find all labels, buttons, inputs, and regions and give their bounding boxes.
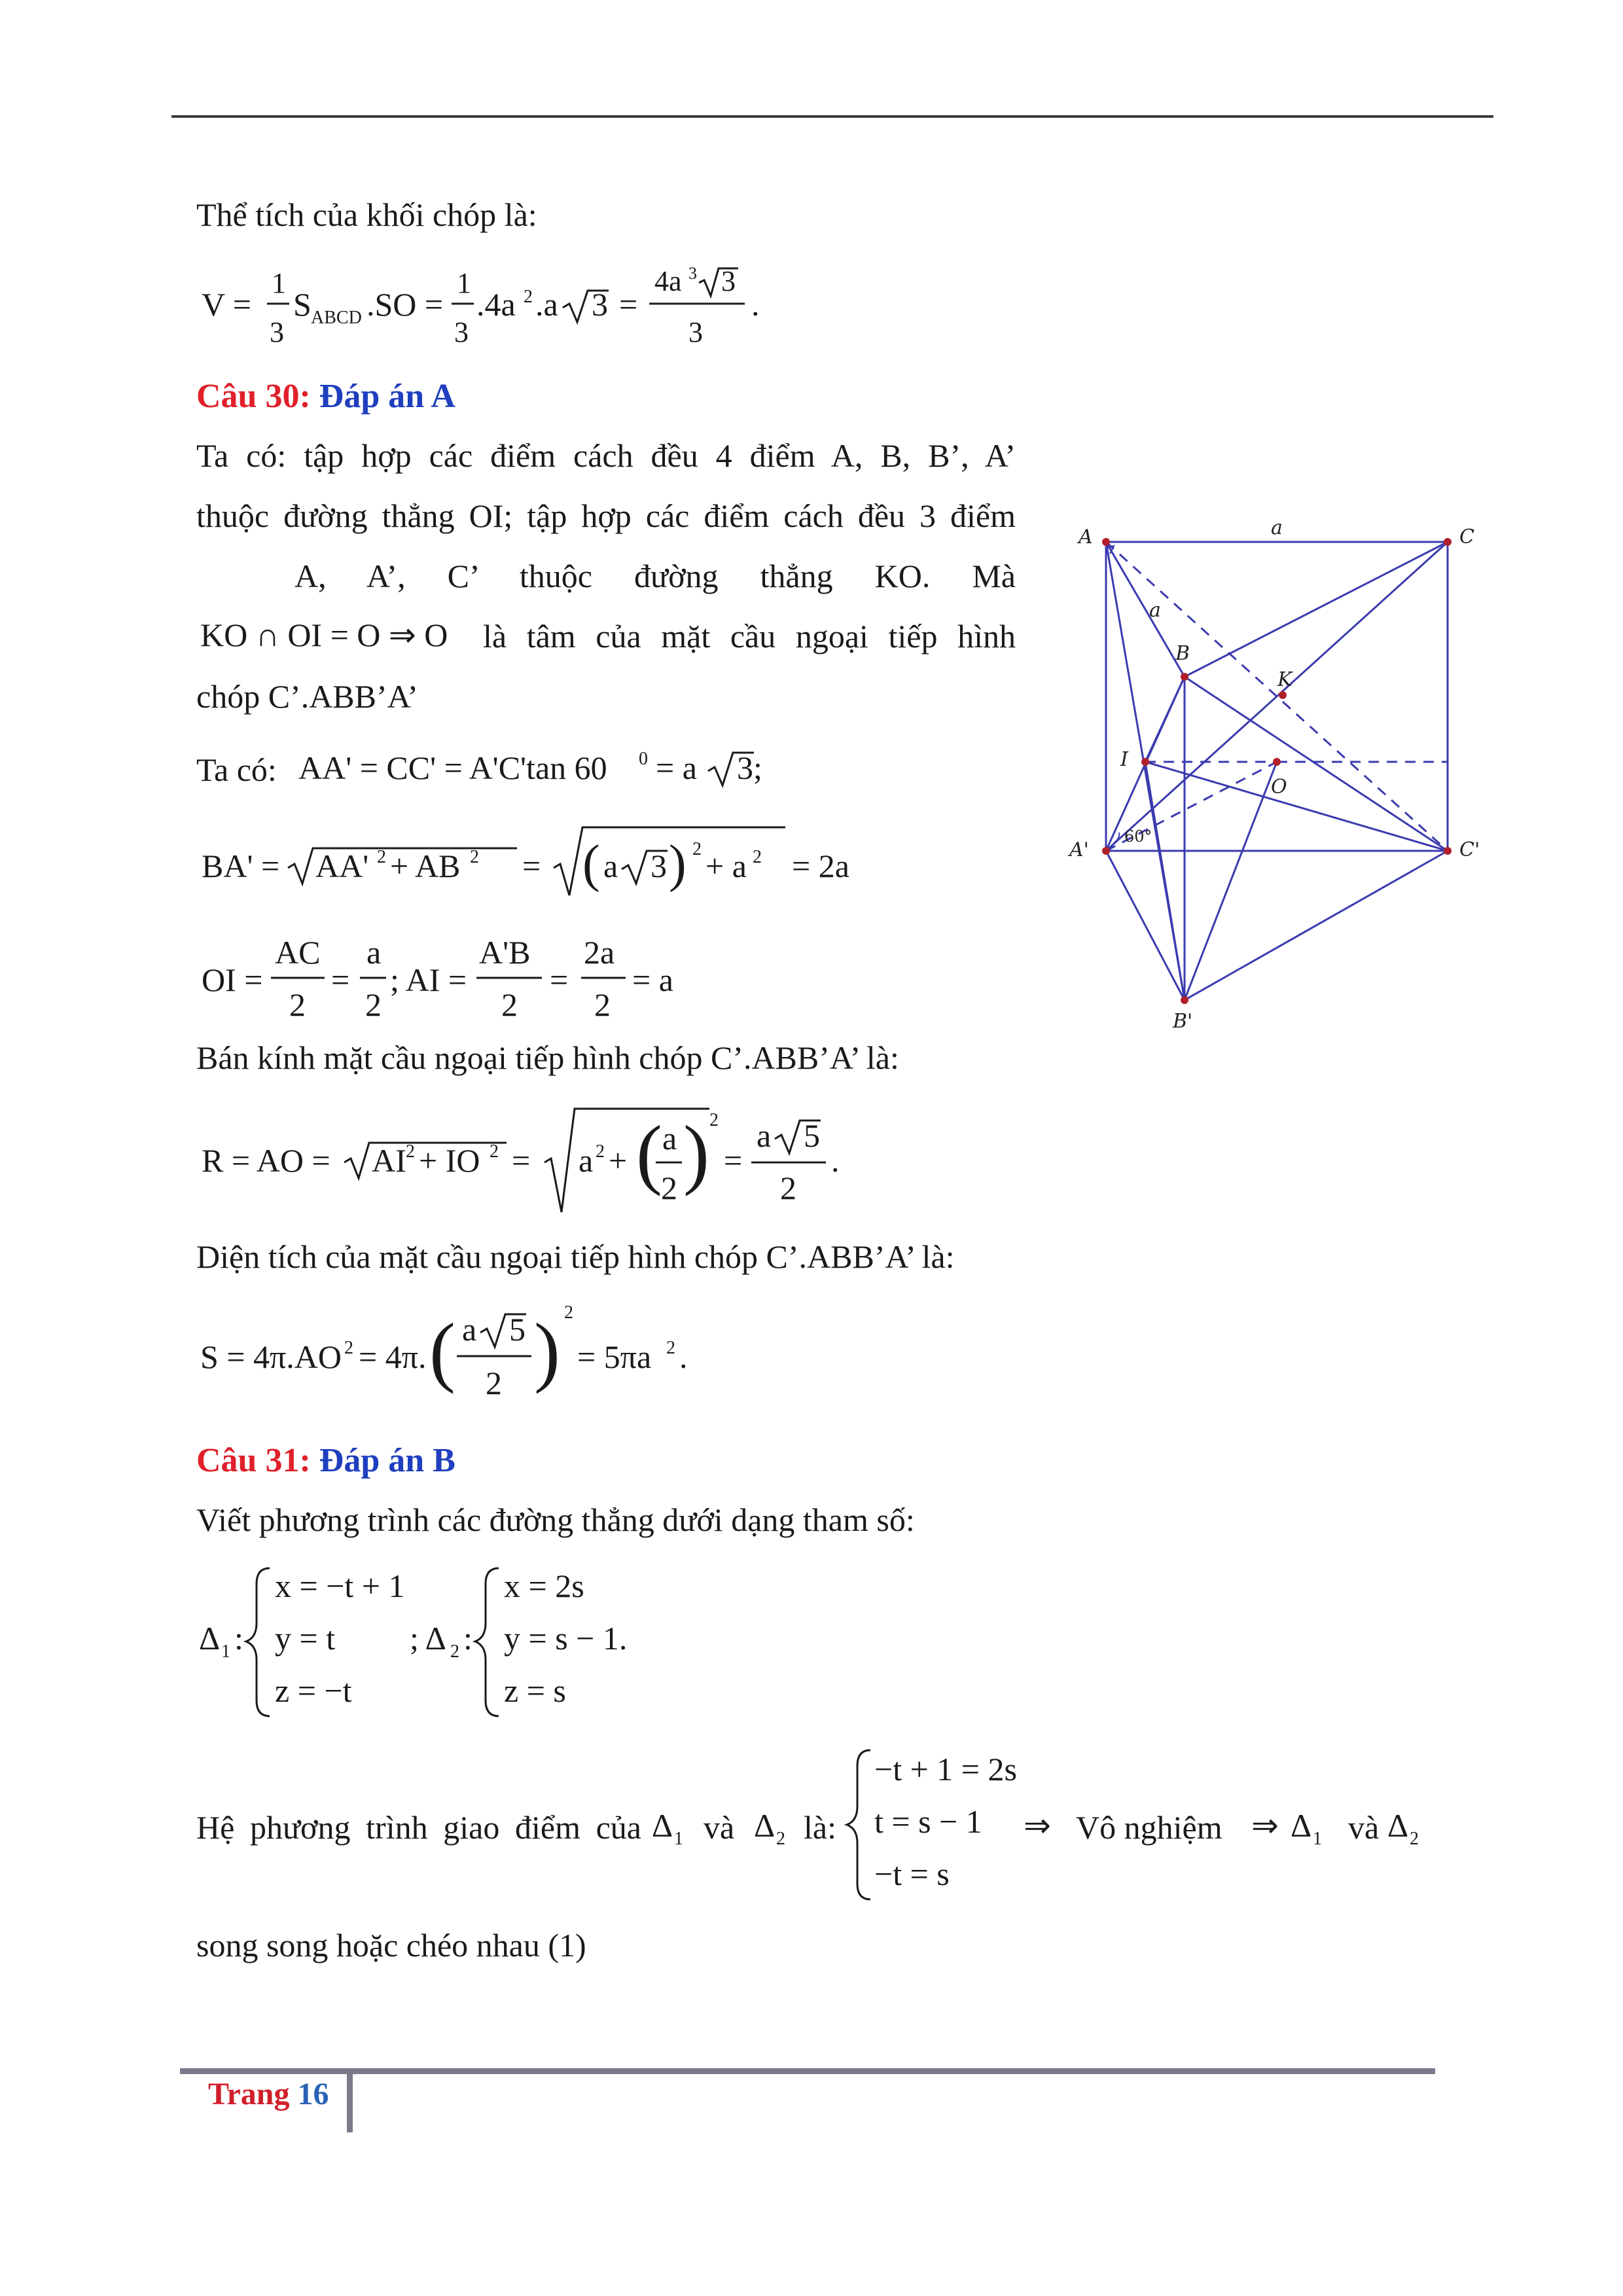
svg-text:AC: AC <box>275 934 321 971</box>
svg-text:3: 3 <box>651 848 667 884</box>
q30-taco: Ta có: <box>196 751 277 788</box>
q31-last-line: song song hoặc chéo nhau (1) <box>196 1927 586 1964</box>
q30-heading <box>196 376 455 418</box>
svg-text:= a: = a <box>656 749 697 786</box>
svg-text:=: = <box>512 1142 531 1179</box>
svg-text:+: + <box>609 1142 628 1179</box>
svg-text:=: = <box>550 961 569 998</box>
svg-text:Δ: Δ <box>1291 1807 1312 1844</box>
q30-label: Câu 30: <box>196 378 311 415</box>
svg-text:= a: = a <box>632 961 673 998</box>
svg-text:4a: 4a <box>654 265 682 297</box>
svg-text:2: 2 <box>365 986 382 1023</box>
svg-text:=: = <box>331 961 350 998</box>
svg-text:a: a <box>662 1120 677 1157</box>
svg-text:=: = <box>522 848 541 884</box>
point-Cp <box>1444 847 1452 855</box>
svg-text:+ IO: + IO <box>419 1142 480 1179</box>
footer-label-text: Trang <box>208 2077 290 2111</box>
svg-text:⇒: ⇒ <box>1251 1807 1279 1844</box>
svg-text:2: 2 <box>666 1338 675 1358</box>
svg-text:2: 2 <box>780 1170 796 1206</box>
svg-text:a: a <box>579 1142 594 1179</box>
svg-text:3: 3 <box>721 265 736 297</box>
q31-system-intro: Hệ phương trình giao điểm của <box>196 1809 641 1846</box>
svg-text:2: 2 <box>1410 1829 1419 1849</box>
q31-delta2-b <box>1385 1796 1424 1863</box>
svg-text:x = 2s: x = 2s <box>504 1568 584 1604</box>
label-O: O <box>1271 776 1287 798</box>
q30-area-equation <box>196 1296 720 1435</box>
svg-text:2: 2 <box>564 1302 573 1323</box>
point-O <box>1273 758 1281 766</box>
svg-text:): ) <box>669 835 687 893</box>
svg-text:2: 2 <box>776 1829 785 1849</box>
svg-text:.SO =: .SO = <box>366 286 444 323</box>
svg-text:(: ( <box>636 1109 662 1196</box>
svg-text::: : <box>234 1620 243 1657</box>
point-Bp <box>1181 996 1188 1004</box>
svg-text:2: 2 <box>596 1141 605 1162</box>
q31-answer: Đáp án B <box>319 1442 455 1479</box>
q30-para-line2: thuộc đường thẳng OI; tập hợp các điểm cách đều 3 điểm <box>196 497 1016 534</box>
svg-text:1: 1 <box>1313 1829 1322 1849</box>
point-Ap <box>1102 847 1110 855</box>
svg-text:2: 2 <box>344 1338 353 1358</box>
svg-text:2: 2 <box>524 287 533 307</box>
svg-text:2: 2 <box>501 986 518 1023</box>
q30-oi-ai-equation <box>196 925 707 1038</box>
svg-text:a: a <box>603 848 618 884</box>
q30-radius-intro: Bán kính mặt cầu ngoại tiếp hình chóp C’.ABB’A’ là: <box>196 1039 899 1076</box>
svg-text:Δ: Δ <box>1387 1807 1409 1844</box>
svg-text:3: 3 <box>270 316 284 348</box>
svg-text:AI: AI <box>372 1142 406 1179</box>
point-A <box>1102 538 1110 546</box>
q31-implies-1 <box>1021 1796 1067 1863</box>
svg-text:= 2a: = 2a <box>792 848 849 884</box>
edge-BCp <box>1185 677 1448 851</box>
svg-text:A'B: A'B <box>479 934 531 971</box>
q31-delta1-b <box>1288 1796 1327 1863</box>
footer-rule <box>180 2068 1435 2074</box>
svg-text:; AI =: ; AI = <box>390 961 467 998</box>
svg-text:2: 2 <box>661 1170 677 1206</box>
svg-text:+ a: + a <box>705 848 747 884</box>
svg-text:1: 1 <box>674 1829 683 1849</box>
svg-text:V =: V = <box>202 286 251 323</box>
svg-text:1: 1 <box>272 267 286 299</box>
q30-ba-equation <box>196 818 849 911</box>
q31-label: Câu 31: <box>196 1442 311 1479</box>
q30-aa-equation <box>294 733 792 806</box>
svg-text:=: = <box>619 286 638 323</box>
svg-text:2a: 2a <box>584 934 615 971</box>
svg-text:; Δ: ; Δ <box>410 1620 446 1657</box>
label-I: I <box>1120 748 1128 771</box>
svg-text:.4a: .4a <box>476 286 516 323</box>
q30-answer: Đáp án A <box>319 378 455 415</box>
volume-intro: Thể tích của khối chóp là: <box>196 196 537 233</box>
q31-la: là: <box>804 1809 836 1846</box>
svg-text:3: 3 <box>592 286 608 323</box>
header-rule <box>171 115 1493 118</box>
svg-text:⇒: ⇒ <box>1024 1807 1051 1844</box>
svg-text:AA': AA' <box>315 848 369 884</box>
svg-text:.a: .a <box>535 286 558 323</box>
label-C: C <box>1459 526 1474 548</box>
svg-text:(: ( <box>429 1307 455 1394</box>
svg-text:.: . <box>831 1142 840 1179</box>
svg-text:5: 5 <box>509 1311 526 1348</box>
svg-text:): ) <box>683 1109 709 1196</box>
svg-text:y = t: y = t <box>275 1620 336 1657</box>
svg-text:OI =: OI = <box>202 961 263 998</box>
svg-text:0: 0 <box>639 749 648 769</box>
q30-para-line4: là tâm của mặt cầu ngoại tiếp hình <box>483 618 1016 655</box>
svg-text:(: ( <box>582 835 600 893</box>
svg-text:3: 3 <box>688 316 703 348</box>
svg-text:y = s − 1.: y = s − 1. <box>504 1620 628 1657</box>
label-B: B <box>1175 642 1190 665</box>
svg-text:.: . <box>679 1338 688 1375</box>
q31-conclusion: Vô nghiệm <box>1076 1809 1222 1846</box>
svg-text:2: 2 <box>594 986 611 1023</box>
svg-text:1: 1 <box>221 1641 230 1662</box>
svg-text:.: . <box>751 286 760 323</box>
svg-text:Δ: Δ <box>754 1807 776 1844</box>
svg-text:3: 3 <box>454 316 469 348</box>
svg-text:a: a <box>366 934 382 971</box>
q31-intro: Viết phương trình các đường thẳng dưới dạng tham số: <box>196 1501 915 1538</box>
footer-page-label <box>208 2076 329 2112</box>
q31-heading <box>196 1440 455 1482</box>
svg-text:S: S <box>293 286 312 323</box>
svg-text:t = s − 1: t = s − 1 <box>874 1803 982 1840</box>
svg-text:Δ: Δ <box>652 1807 673 1844</box>
svg-text:5: 5 <box>804 1117 820 1154</box>
prism-figure <box>1067 511 1486 1034</box>
svg-text:): ) <box>534 1307 560 1394</box>
footer-bar <box>347 2073 353 2132</box>
svg-text:z = −t: z = −t <box>275 1672 352 1709</box>
volume-equation <box>196 257 785 363</box>
svg-text:=: = <box>724 1142 743 1179</box>
label-a-top: a <box>1271 516 1283 539</box>
svg-text:a: a <box>757 1117 772 1154</box>
svg-text:2: 2 <box>450 1641 459 1662</box>
svg-text:2: 2 <box>490 1141 499 1162</box>
svg-text:2: 2 <box>289 986 306 1023</box>
svg-text:z = s: z = s <box>504 1672 566 1709</box>
q30-radius-equation <box>196 1094 851 1233</box>
q30-intersection-equation <box>196 610 458 670</box>
edge-OBp <box>1185 762 1277 1000</box>
svg-text:BA' =: BA' = <box>202 848 280 884</box>
point-I <box>1141 758 1149 766</box>
point-B <box>1181 673 1188 681</box>
svg-text:KO ∩ OI = O ⇒ O: KO ∩ OI = O ⇒ O <box>200 617 448 653</box>
edge-BpCp <box>1185 851 1448 1000</box>
q31-va-2: và <box>1348 1809 1380 1846</box>
svg-text:2: 2 <box>406 1141 415 1162</box>
svg-text:Δ: Δ <box>199 1620 221 1657</box>
edge-IB <box>1145 677 1185 762</box>
label-Ap: A' <box>1069 838 1089 861</box>
q31-va-1: và <box>704 1809 735 1846</box>
svg-text:2: 2 <box>753 847 762 867</box>
q30-para-line5: chóp C’.ABB’A’ <box>196 678 418 715</box>
svg-text:2: 2 <box>692 839 702 859</box>
svg-text:ABCD: ABCD <box>311 308 362 328</box>
q31-delta2-a <box>751 1796 791 1863</box>
svg-text:3;: 3; <box>737 749 762 786</box>
label-a-side: a <box>1149 599 1161 622</box>
q30-area-intro: Diện tích của mặt cầu ngoại tiếp hình chóp C’.ABB’A’ là: <box>196 1238 955 1275</box>
footer-page-number: 16 <box>297 2077 329 2111</box>
svg-text:S = 4π.AO: S = 4π.AO <box>200 1338 342 1375</box>
label-Bp: B' <box>1173 1010 1193 1033</box>
svg-text:= 4π.: = 4π. <box>359 1338 427 1375</box>
svg-text:2: 2 <box>470 847 479 867</box>
label-K: K <box>1277 668 1293 691</box>
svg-text:R = AO =: R = AO = <box>202 1142 330 1179</box>
svg-text:2: 2 <box>377 847 386 867</box>
q31-parametric-equations <box>196 1558 694 1736</box>
svg-text::: : <box>463 1620 473 1657</box>
q31-delta1-a <box>649 1796 688 1863</box>
svg-text:−t = s: −t = s <box>874 1856 950 1892</box>
svg-text:x = −t + 1: x = −t + 1 <box>275 1568 405 1604</box>
svg-text:1: 1 <box>457 267 471 299</box>
label-Cp: C' <box>1459 838 1480 861</box>
svg-text:= 5πa: = 5πa <box>577 1338 652 1375</box>
svg-text:AA' = CC' = A'C'tan 60: AA' = CC' = A'C'tan 60 <box>298 749 607 786</box>
point-K <box>1279 691 1287 699</box>
svg-text:3: 3 <box>688 264 697 283</box>
q30-para-line1: Ta có: tập hợp các điểm cách đều 4 điểm A, B, B’, A’ <box>196 437 1016 474</box>
svg-text:2: 2 <box>486 1365 502 1401</box>
svg-text:a: a <box>462 1311 477 1348</box>
label-angle: 60° <box>1124 827 1152 846</box>
svg-text:+ AB: + AB <box>390 848 461 884</box>
svg-text:−t + 1 = 2s: −t + 1 = 2s <box>874 1751 1017 1787</box>
edge-BC <box>1185 542 1448 677</box>
point-C <box>1444 538 1452 546</box>
label-A: A <box>1079 526 1093 548</box>
q30-para-line3: A, A’, C’ thuộc đường thẳng KO. Mà <box>294 558 1016 594</box>
svg-text:2: 2 <box>709 1110 719 1130</box>
